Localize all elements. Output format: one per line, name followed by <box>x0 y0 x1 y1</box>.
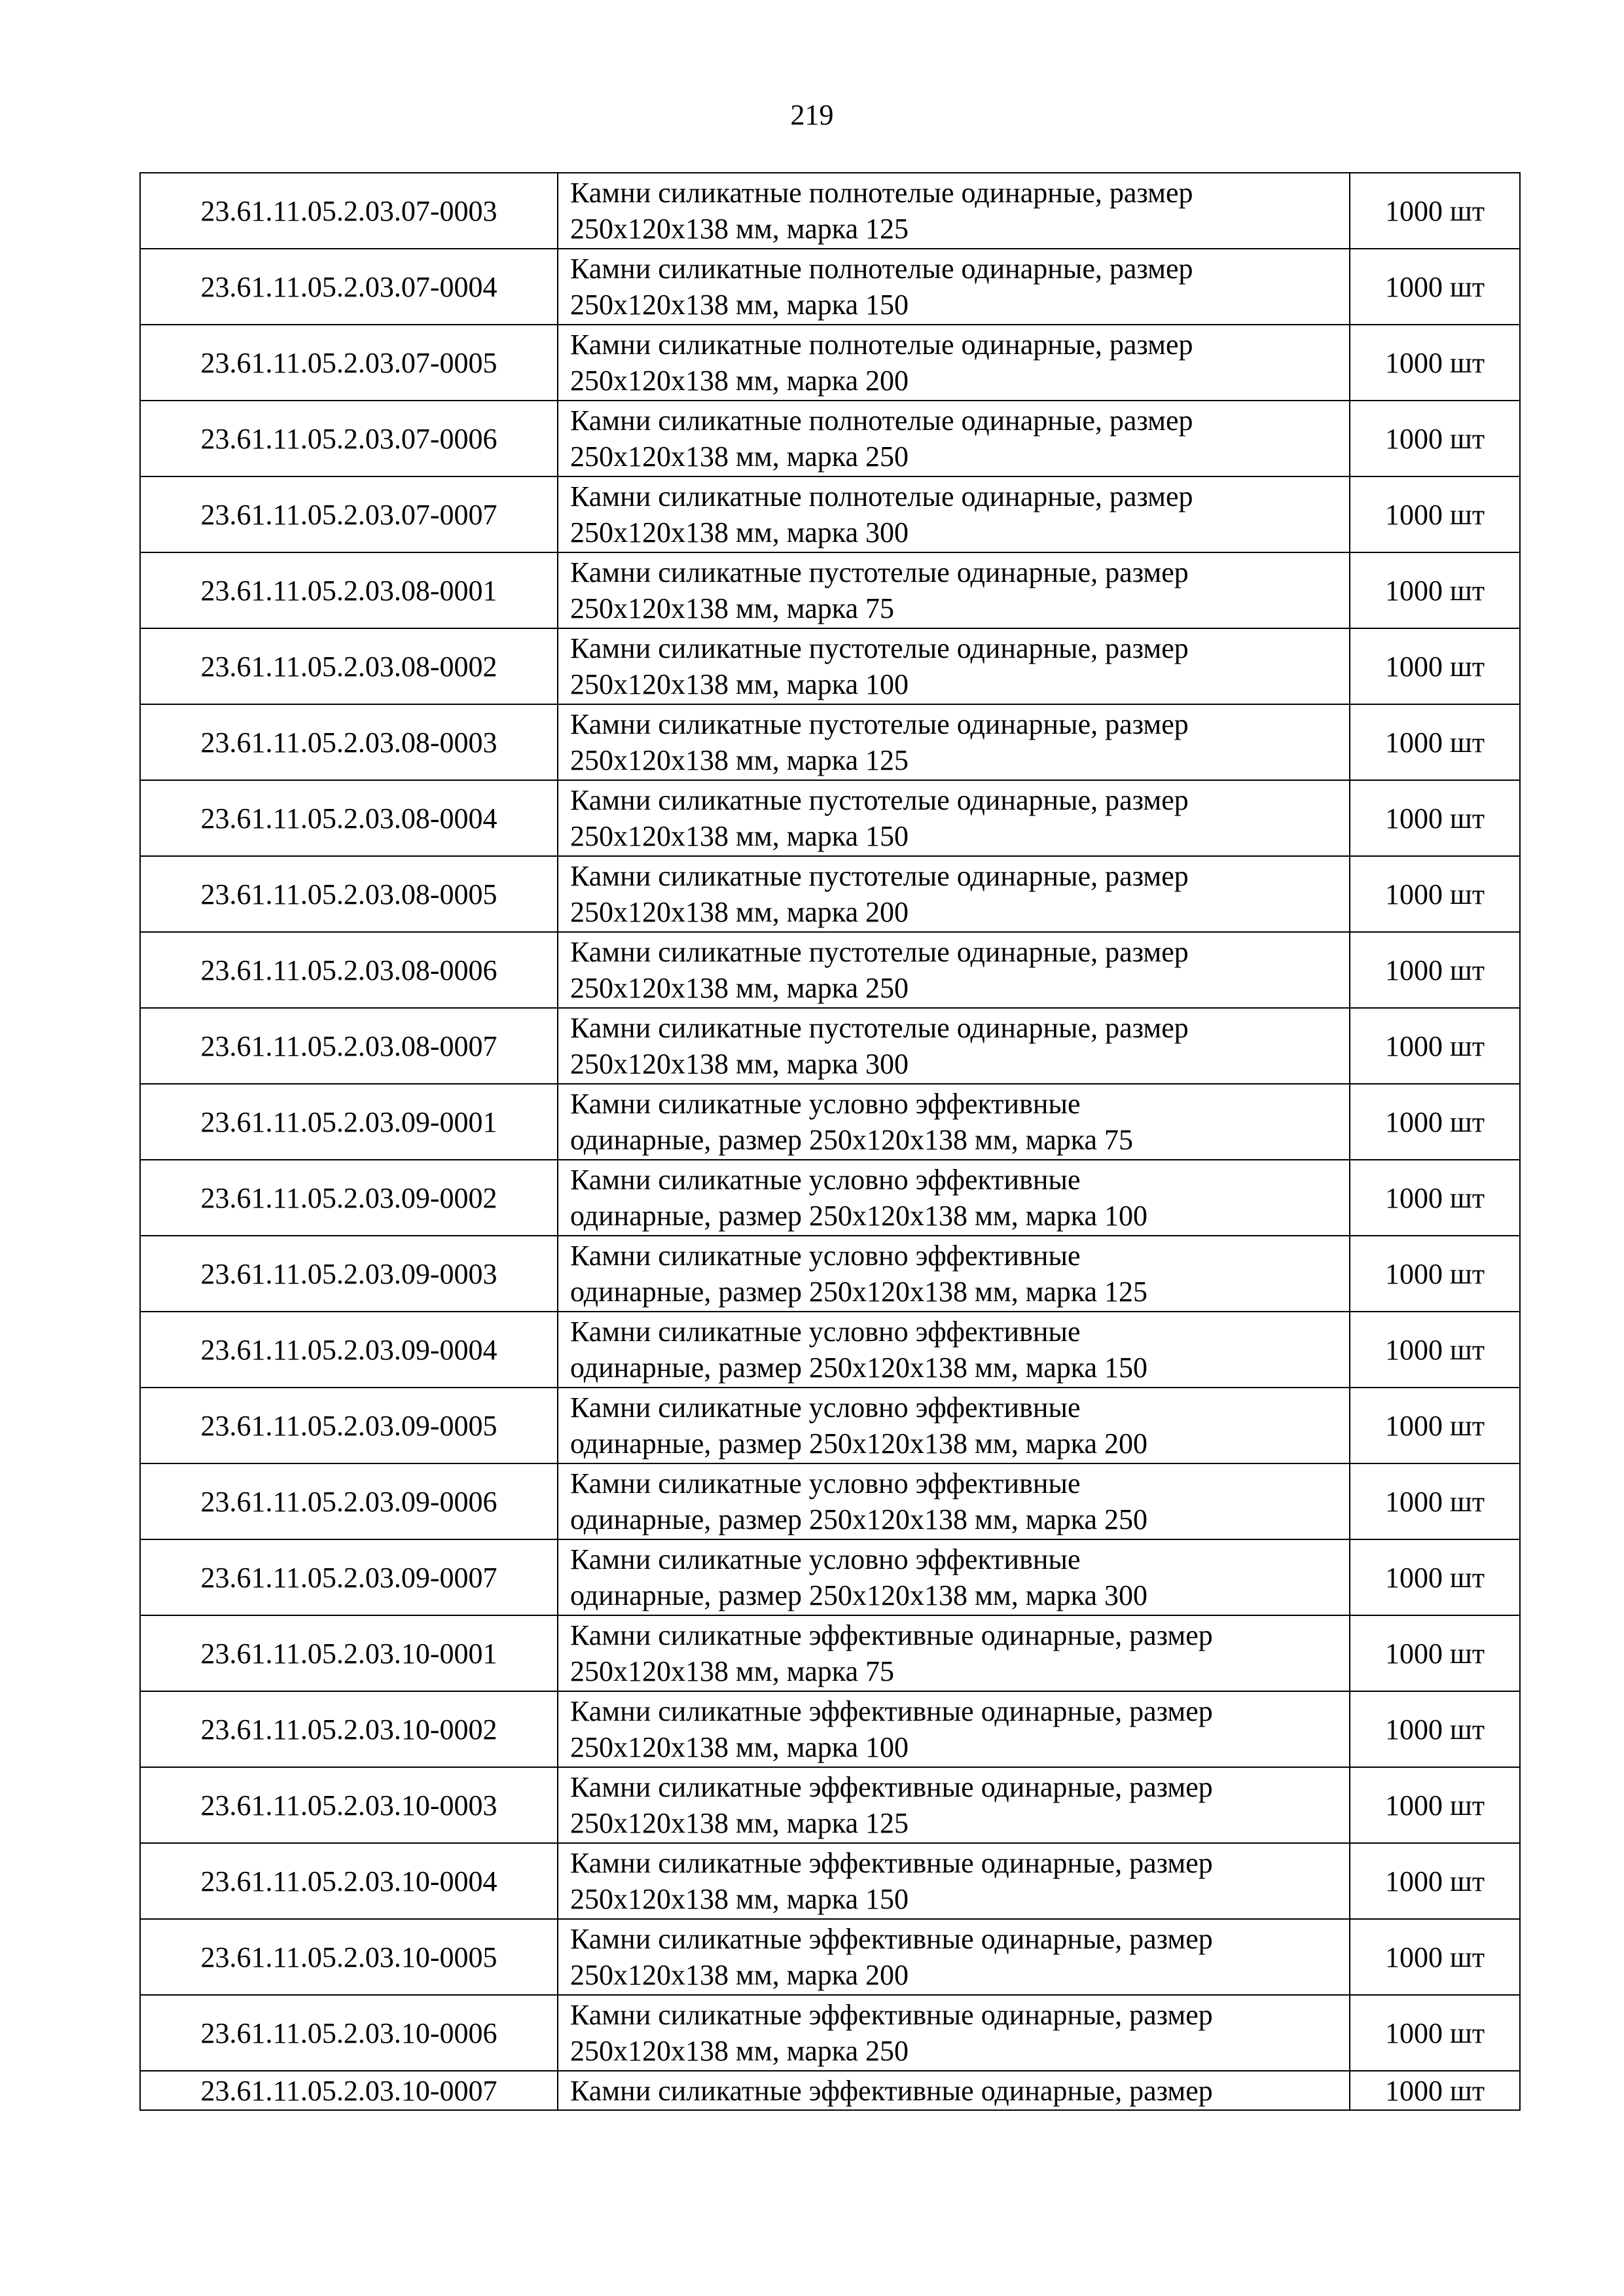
resource-name-line: Камни силикатные условно эффективные <box>570 1391 1081 1424</box>
unit-cell: 1000 шт <box>1350 1767 1520 1843</box>
resource-name-line: 250х120х138 мм, марка 150 <box>570 289 909 321</box>
table-row <box>140 173 1520 249</box>
unit-cell: 1000 шт <box>1350 856 1520 932</box>
resource-code-cell: 23.61.11.05.2.03.07-0007 <box>140 476 558 552</box>
table-row <box>140 1084 1520 1160</box>
unit-cell: 1000 шт <box>1350 2071 1520 2110</box>
resource-name-line: 250х120х138 мм, марка 75 <box>570 592 894 624</box>
table-row <box>140 552 1520 628</box>
resource-name-line: 250х120х138 мм, марка 100 <box>570 668 909 700</box>
unit-cell: 1000 шт <box>1350 1388 1520 1463</box>
table-row <box>140 780 1520 856</box>
resource-code-cell: 23.61.11.05.2.03.07-0004 <box>140 249 558 325</box>
resource-name-line: Камни силикатные эффективные одинарные, размер <box>570 1923 1213 1955</box>
resource-name-line: Камни силикатные пустотелые одинарные, размер <box>570 936 1189 968</box>
resource-name-cell <box>558 1767 1350 1843</box>
resource-name-line: Камни силикатные условно эффективные <box>570 1316 1081 1348</box>
resource-code-cell: 23.61.11.05.2.03.08-0001 <box>140 552 558 628</box>
resource-name-cell <box>558 1312 1350 1388</box>
resource-name-cell <box>558 249 1350 325</box>
table-row <box>140 1236 1520 1312</box>
resource-code-cell: 23.61.11.05.2.03.10-0007 <box>140 2071 558 2110</box>
unit-cell: 1000 шт <box>1350 1995 1520 2071</box>
resource-name-line: одинарные, размер 250х120х138 мм, марка 200 <box>570 1427 1148 1460</box>
resource-name-line: 250х120х138 мм, марка 200 <box>570 1959 909 1991</box>
resource-name-line: Камни силикатные пустотелые одинарные, размер <box>570 1012 1189 1044</box>
resource-name-cell <box>558 1463 1350 1539</box>
resource-name-line: одинарные, размер 250х120х138 мм, марка 250 <box>570 1503 1148 1535</box>
resource-name-line: одинарные, размер 250х120х138 мм, марка 300 <box>570 1579 1148 1611</box>
unit-cell: 1000 шт <box>1350 1919 1520 1995</box>
resource-name-cell <box>558 1919 1350 1995</box>
resource-code-cell: 23.61.11.05.2.03.09-0003 <box>140 1236 558 1312</box>
unit-cell: 1000 шт <box>1350 1312 1520 1388</box>
resource-name-line: Камни силикатные пустотелые одинарные, размер <box>570 632 1189 664</box>
unit-cell: 1000 шт <box>1350 780 1520 856</box>
unit-cell: 1000 шт <box>1350 1160 1520 1236</box>
resource-code-cell: 23.61.11.05.2.03.08-0003 <box>140 704 558 780</box>
resource-name-line: 250х120х138 мм, марка 300 <box>570 516 909 548</box>
resource-code-cell: 23.61.11.05.2.03.09-0001 <box>140 1084 558 1160</box>
resource-code-cell: 23.61.11.05.2.03.08-0006 <box>140 932 558 1008</box>
resource-name-line: Камни силикатные эффективные одинарные, размер <box>570 2074 1213 2107</box>
resource-name-cell <box>558 932 1350 1008</box>
resource-name-cell <box>558 1691 1350 1767</box>
unit-cell: 1000 шт <box>1350 1539 1520 1615</box>
table-row <box>140 476 1520 552</box>
resource-table <box>139 172 1521 2111</box>
unit-cell: 1000 шт <box>1350 628 1520 704</box>
unit-cell: 1000 шт <box>1350 552 1520 628</box>
resource-name-line: Камни силикатные пустотелые одинарные, размер <box>570 860 1189 892</box>
resource-name-line: одинарные, размер 250х120х138 мм, марка 100 <box>570 1200 1148 1232</box>
table-row <box>140 249 1520 325</box>
resource-name-line: 250х120х138 мм, марка 250 <box>570 440 909 473</box>
resource-name-cell <box>558 704 1350 780</box>
resource-name-cell <box>558 173 1350 249</box>
resource-name-cell <box>558 628 1350 704</box>
resource-name-line: Камни силикатные полнотелые одинарные, размер <box>570 177 1193 209</box>
resource-name-line: 250х120х138 мм, марка 300 <box>570 1048 909 1080</box>
resource-name-cell <box>558 856 1350 932</box>
unit-cell: 1000 шт <box>1350 173 1520 249</box>
table-row <box>140 932 1520 1008</box>
resource-name-line: 250х120х138 мм, марка 250 <box>570 972 909 1004</box>
resource-name-cell <box>558 1008 1350 1084</box>
table-row <box>140 401 1520 476</box>
table-row <box>140 1767 1520 1843</box>
resource-code-cell: 23.61.11.05.2.03.09-0004 <box>140 1312 558 1388</box>
resource-name-cell <box>558 476 1350 552</box>
resource-name-line: Камни силикатные пустотелые одинарные, размер <box>570 556 1189 588</box>
table-row <box>140 1463 1520 1539</box>
resource-name-line: 250х120х138 мм, марка 250 <box>570 2035 909 2067</box>
resource-code-cell: 23.61.11.05.2.03.09-0002 <box>140 1160 558 1236</box>
table-row <box>140 1008 1520 1084</box>
resource-name-line: Камни силикатные условно эффективные <box>570 1088 1081 1120</box>
unit-cell: 1000 шт <box>1350 401 1520 476</box>
resource-name-line: 250х120х138 мм, марка 150 <box>570 1883 909 1915</box>
resource-name-line: Камни силикатные полнотелые одинарные, размер <box>570 329 1193 361</box>
resource-name-line: 250х120х138 мм, марка 200 <box>570 365 909 397</box>
resource-code-cell: 23.61.11.05.2.03.09-0006 <box>140 1463 558 1539</box>
resource-name-line: Камни силикатные условно эффективные <box>570 1164 1081 1196</box>
resource-code-cell: 23.61.11.05.2.03.09-0005 <box>140 1388 558 1463</box>
resource-code-cell: 23.61.11.05.2.03.08-0007 <box>140 1008 558 1084</box>
resource-name-line: одинарные, размер 250х120х138 мм, марка 125 <box>570 1276 1148 1308</box>
resource-name-cell <box>558 2071 1350 2110</box>
resource-name-line: Камни силикатные полнотелые одинарные, размер <box>570 253 1193 285</box>
table-row <box>140 1843 1520 1919</box>
resource-name-line: Камни силикатные пустотелые одинарные, размер <box>570 784 1189 816</box>
table-row <box>140 1691 1520 1767</box>
resource-name-line: Камни силикатные пустотелые одинарные, размер <box>570 708 1189 740</box>
unit-cell: 1000 шт <box>1350 249 1520 325</box>
resource-name-line: одинарные, размер 250х120х138 мм, марка 150 <box>570 1352 1148 1384</box>
resource-code-cell: 23.61.11.05.2.03.10-0002 <box>140 1691 558 1767</box>
resource-name-line: Камни силикатные эффективные одинарные, размер <box>570 1771 1213 1803</box>
resource-name-line: Камни силикатные эффективные одинарные, размер <box>570 1619 1213 1651</box>
resource-name-cell <box>558 325 1350 401</box>
unit-cell: 1000 шт <box>1350 325 1520 401</box>
unit-cell: 1000 шт <box>1350 932 1520 1008</box>
resource-code-cell: 23.61.11.05.2.03.07-0003 <box>140 173 558 249</box>
table-row <box>140 704 1520 780</box>
unit-cell: 1000 шт <box>1350 1463 1520 1539</box>
table-row <box>140 325 1520 401</box>
table-row <box>140 1995 1520 2071</box>
resource-name-line: Камни силикатные эффективные одинарные, размер <box>570 1695 1213 1727</box>
resource-name-line: 250х120х138 мм, марка 200 <box>570 896 909 928</box>
resource-code-cell: 23.61.11.05.2.03.08-0002 <box>140 628 558 704</box>
resource-name-line: 250х120х138 мм, марка 125 <box>570 744 909 776</box>
resource-name-line: 250х120х138 мм, марка 150 <box>570 820 909 852</box>
unit-cell: 1000 шт <box>1350 1084 1520 1160</box>
resource-name-line: Камни силикатные условно эффективные <box>570 1467 1081 1499</box>
resource-name-line: Камни силикатные условно эффективные <box>570 1240 1081 1272</box>
resource-name-cell <box>558 1995 1350 2071</box>
unit-cell: 1000 шт <box>1350 1691 1520 1767</box>
table-row <box>140 856 1520 932</box>
resource-name-cell <box>558 552 1350 628</box>
unit-cell: 1000 шт <box>1350 704 1520 780</box>
resource-code-cell: 23.61.11.05.2.03.08-0004 <box>140 780 558 856</box>
unit-cell: 1000 шт <box>1350 476 1520 552</box>
resource-name-cell <box>558 1160 1350 1236</box>
resource-name-cell <box>558 1843 1350 1919</box>
table-row <box>140 1160 1520 1236</box>
resource-name-line: Камни силикатные полнотелые одинарные, размер <box>570 480 1193 512</box>
resource-name-line: Камни силикатные эффективные одинарные, размер <box>570 1999 1213 2031</box>
table-row <box>140 628 1520 704</box>
unit-cell: 1000 шт <box>1350 1615 1520 1691</box>
page-number: 219 <box>790 99 834 131</box>
table-row <box>140 1388 1520 1463</box>
resource-name-line: 250х120х138 мм, марка 100 <box>570 1731 909 1763</box>
table-row <box>140 2071 1520 2110</box>
resource-code-cell: 23.61.11.05.2.03.10-0004 <box>140 1843 558 1919</box>
resource-code-cell: 23.61.11.05.2.03.09-0007 <box>140 1539 558 1615</box>
resource-name-line: Камни силикатные полнотелые одинарные, размер <box>570 404 1193 437</box>
resource-name-cell <box>558 1539 1350 1615</box>
resource-name-line: Камни силикатные эффективные одинарные, размер <box>570 1847 1213 1879</box>
resource-name-cell <box>558 780 1350 856</box>
resource-name-line: 250х120х138 мм, марка 125 <box>570 213 909 245</box>
resource-code-cell: 23.61.11.05.2.03.07-0005 <box>140 325 558 401</box>
resource-name-cell <box>558 1084 1350 1160</box>
resource-code-cell: 23.61.11.05.2.03.10-0006 <box>140 1995 558 2071</box>
unit-cell: 1000 шт <box>1350 1843 1520 1919</box>
table-row <box>140 1919 1520 1995</box>
resource-code-cell: 23.61.11.05.2.03.08-0005 <box>140 856 558 932</box>
unit-cell: 1000 шт <box>1350 1008 1520 1084</box>
resource-name-cell <box>558 1236 1350 1312</box>
resource-name-cell <box>558 1615 1350 1691</box>
resource-name-line: 250х120х138 мм, марка 75 <box>570 1655 894 1687</box>
resource-code-cell: 23.61.11.05.2.03.10-0001 <box>140 1615 558 1691</box>
resource-name-cell <box>558 401 1350 476</box>
table-row <box>140 1312 1520 1388</box>
resource-name-line: 250х120х138 мм, марка 125 <box>570 1807 909 1839</box>
unit-cell: 1000 шт <box>1350 1236 1520 1312</box>
resource-code-cell: 23.61.11.05.2.03.07-0006 <box>140 401 558 476</box>
resource-code-cell: 23.61.11.05.2.03.10-0003 <box>140 1767 558 1843</box>
table-row <box>140 1539 1520 1615</box>
resource-code-cell: 23.61.11.05.2.03.10-0005 <box>140 1919 558 1995</box>
table-body <box>140 173 1520 2110</box>
resource-name-line: одинарные, размер 250х120х138 мм, марка 75 <box>570 1124 1134 1156</box>
resource-name-cell <box>558 1388 1350 1463</box>
table-row <box>140 1615 1520 1691</box>
resource-name-line: Камни силикатные условно эффективные <box>570 1543 1081 1575</box>
